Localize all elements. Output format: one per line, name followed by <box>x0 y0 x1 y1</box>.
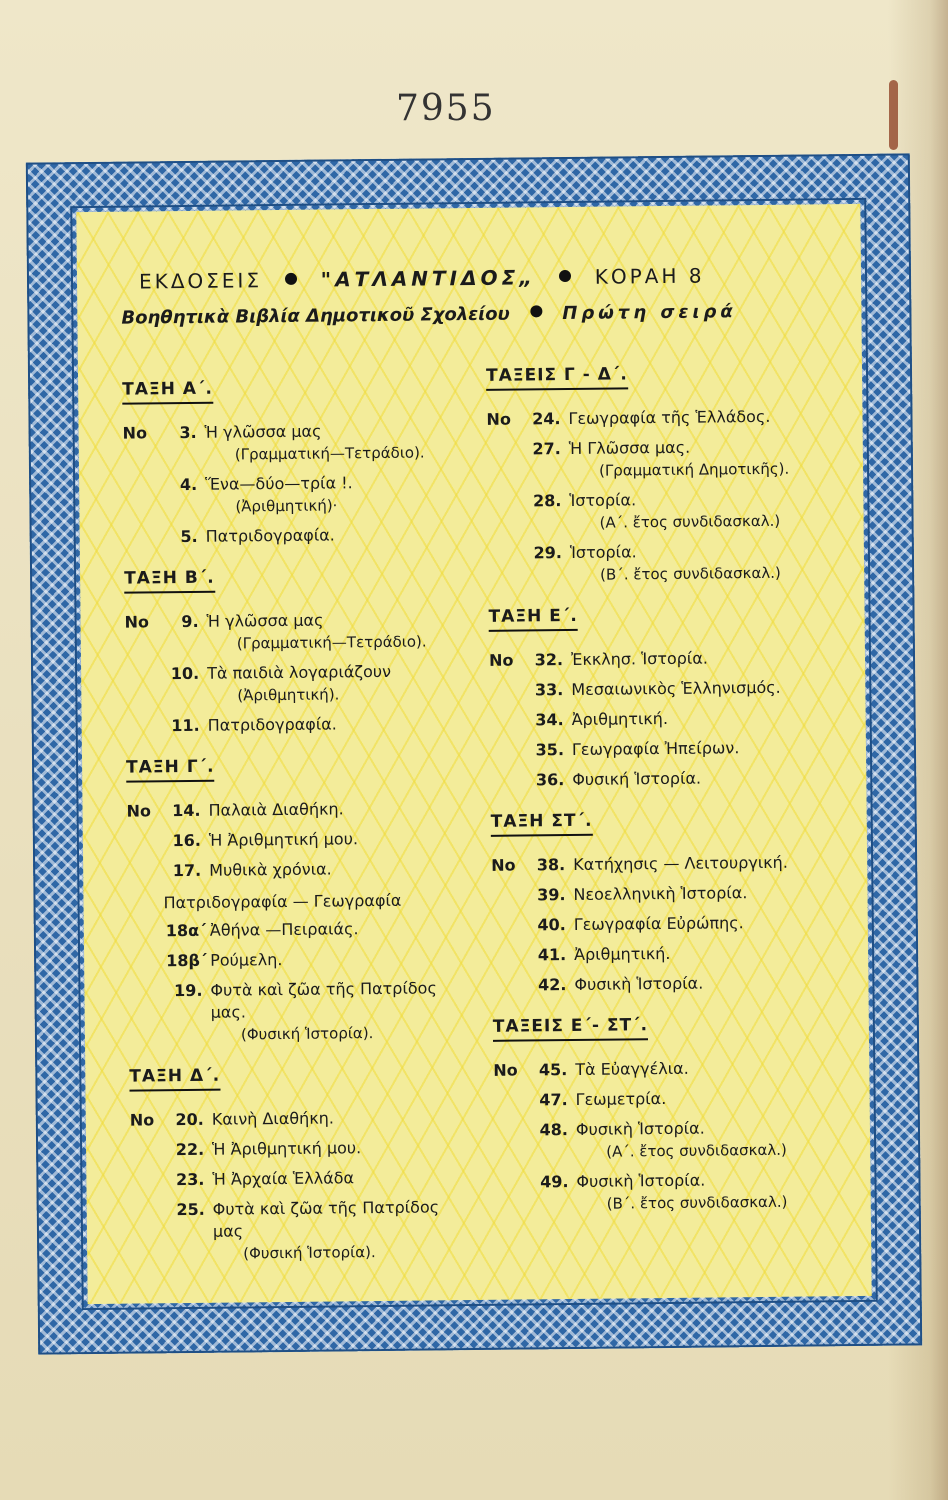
entry-prefix <box>492 944 530 966</box>
entry-title: Ἡ Ἀρχαία Ἑλλάδα <box>212 1168 355 1189</box>
entry-prefix: Νο <box>126 801 152 821</box>
entry-prefix <box>494 1089 532 1111</box>
entry-title: Φυσικὴ Ἱστορία. <box>576 1170 706 1191</box>
entry-subtitle: (Β΄. ἔτος συνδιδασκαλ.) <box>600 563 781 584</box>
list-item <box>126 712 466 738</box>
entry-number: 3. <box>179 422 197 443</box>
entry-subtitle: (Φυσική Ἱστορία). <box>240 1024 374 1044</box>
content-panel <box>76 204 871 1304</box>
list-item <box>494 1168 854 1216</box>
list-item <box>491 881 851 907</box>
section-heading: ΤΑΞΗ Γ΄. <box>126 757 215 783</box>
entry-title: Πατριδογραφία. <box>205 525 335 546</box>
series-line <box>121 300 821 328</box>
publisher-address: ΚΟΡΑΗ 8 <box>594 263 705 289</box>
section-note: Πατριδογραφία — Γεωγραφία <box>163 890 402 913</box>
entry-number: 23. <box>175 1169 205 1190</box>
series-description: Βοηθητικὰ Βιβλία Δημοτικοῦ Σχολείου <box>121 303 510 329</box>
entry-title: Παλαιὰ Διαθήκη. <box>208 799 344 820</box>
entry-number: 10. <box>170 663 200 684</box>
list-item <box>124 523 464 549</box>
entry-subtitle: (Β΄. ἔτος συνδιδασκαλ.) <box>606 1192 788 1213</box>
list-item <box>490 706 850 732</box>
entry-title: Ρούμελη. <box>210 950 283 970</box>
entry-body <box>574 971 852 996</box>
entry-prefix: Νο <box>486 409 511 429</box>
list-item <box>488 539 848 587</box>
list-item <box>125 660 465 708</box>
catalog-content <box>76 204 871 1304</box>
entry-number: 34. <box>535 710 564 730</box>
entry-body <box>210 977 469 1046</box>
entry-number: 42. <box>537 975 567 995</box>
entry-body <box>206 523 464 548</box>
list-item <box>128 917 468 943</box>
entry-prefix <box>127 860 165 882</box>
entry-body <box>568 405 846 430</box>
list-item <box>124 608 464 656</box>
entry-number: 9. <box>181 611 199 632</box>
entry-body <box>212 1136 470 1161</box>
entry-body <box>576 1086 854 1111</box>
entry-prefix <box>490 769 528 791</box>
entry-number: 47. <box>539 1090 568 1110</box>
list-item <box>130 1136 470 1162</box>
entry-title: Φυτὰ καὶ ζῶα τῆς Πατρίδος μας. <box>210 978 437 1022</box>
list-item <box>486 405 846 431</box>
entry-title: Ἱστορία. <box>569 542 637 562</box>
entry-title: Ἡ γλῶσσα μας <box>204 421 322 442</box>
entry-body <box>570 539 848 586</box>
entry-body <box>209 857 467 882</box>
series-name: Πρώτη σειρά <box>562 301 737 325</box>
entry-subtitle: (Γραμματική Δημοτικῆς). <box>598 459 790 480</box>
entry-body <box>572 766 850 791</box>
entry-body <box>572 706 850 731</box>
entry-body <box>575 1056 853 1081</box>
entry-title: Γεωμετρία. <box>575 1089 667 1109</box>
entry-prefix <box>494 1171 532 1215</box>
entry-title: Φυσικὴ Ἱστορία. <box>575 1118 705 1139</box>
entry-number: 27. <box>532 439 561 459</box>
entry-title: Φυσικὴ Ἱστορία. <box>574 973 704 994</box>
list-item <box>491 851 851 877</box>
entry-body <box>212 1106 470 1131</box>
entry-title: Τὰ παιδιὰ λογαριάζουν <box>207 661 392 683</box>
entry-body <box>208 797 466 822</box>
section-heading: ΤΑΞΕΙΣ Γ - Δ΄. <box>486 364 628 390</box>
entry-title: Ἐκκλησ. Ἱστορία. <box>570 648 709 669</box>
entry-body <box>569 487 847 534</box>
entry-body <box>576 1168 854 1215</box>
list-item <box>489 676 849 702</box>
entry-prefix <box>125 663 163 707</box>
entry-prefix <box>492 974 530 996</box>
entry-subtitle: (Α΄. ἔτος συνδιδασκαλ.) <box>599 511 781 532</box>
list-item <box>130 1106 470 1132</box>
class-section <box>491 808 853 997</box>
entry-subtitle: (Ἀριθμητική)· <box>235 496 338 516</box>
entry-prefix <box>490 739 528 761</box>
entry-body <box>209 827 467 852</box>
list-item <box>492 971 852 997</box>
bullet-icon <box>530 305 542 317</box>
entry-prefix <box>131 1199 170 1265</box>
rust-stain <box>889 80 898 150</box>
entry-prefix: Νο <box>124 612 150 632</box>
entry-number: 35. <box>535 740 565 760</box>
entry-title: Γεωγραφία Εὐρώπης. <box>573 913 744 934</box>
class-section <box>122 376 464 549</box>
list-item <box>131 1196 472 1266</box>
entry-number: 24. <box>532 409 561 429</box>
entry-number: 5. <box>180 526 198 547</box>
entry-number: 4. <box>179 474 198 495</box>
entry-subtitle: (Φυσική Ἱστορία). <box>243 1243 376 1263</box>
entry-body <box>210 947 468 972</box>
section-heading: ΤΑΞΗ ΣΤ΄. <box>491 811 593 837</box>
entry-number: 19. <box>174 980 203 1001</box>
entry-subtitle: (Α΄. ἔτος συνδιδασκαλ.) <box>606 1140 787 1161</box>
entry-prefix <box>489 679 527 701</box>
entry-number: 20. <box>175 1109 204 1130</box>
entry-number: 18α΄ <box>165 920 207 941</box>
entry-title: Μυθικὰ χρόνια. <box>209 859 332 880</box>
entry-title: Τὰ Εὐαγγέλια. <box>575 1058 689 1079</box>
publisher-name: "ΑΤΛΑΝΤΙΔΟΣ„ <box>320 265 537 292</box>
publisher-line <box>139 262 819 293</box>
entry-prefix <box>487 438 525 482</box>
list-item <box>123 471 463 519</box>
entry-title: Ἀθήνα —Πειραιάς. <box>209 919 359 940</box>
entry-subtitle: (Ἀριθμητική). <box>237 685 340 705</box>
list-item <box>487 435 847 483</box>
entry-title: Ἀριθμητική. <box>571 708 669 729</box>
entry-title: Πατριδογραφία. <box>207 714 337 735</box>
entry-title: Ἡ Ἀριθμητική μου. <box>212 1138 362 1159</box>
entry-prefix <box>492 914 530 936</box>
section-heading: ΤΑΞΗ Β΄. <box>124 568 215 594</box>
entry-number: 45. <box>538 1060 568 1080</box>
entry-number: 48. <box>539 1120 569 1140</box>
section-heading: ΤΑΞΗ Ε΄. <box>488 606 577 632</box>
bullet-icon <box>285 273 297 285</box>
bullet-icon <box>559 270 571 282</box>
entry-prefix <box>126 715 164 737</box>
entry-number: 11. <box>171 715 200 736</box>
entry-prefix: Νο <box>493 1060 518 1080</box>
list-item <box>492 941 852 967</box>
entry-prefix <box>490 709 528 731</box>
entry-prefix <box>128 980 167 1046</box>
list-item <box>127 827 467 853</box>
list-item <box>128 947 468 973</box>
entry-number: 33. <box>534 680 564 700</box>
entry-number: 29. <box>533 543 562 563</box>
entry-prefix: Νο <box>122 423 148 443</box>
entry-title: Ἕνα—δύο—τρία !. <box>205 473 353 494</box>
entry-title: Μεσαιωνικὸς Ἑλληνισμός. <box>571 677 781 699</box>
entry-body <box>207 660 465 707</box>
entry-number: 36. <box>535 770 565 790</box>
section-heading: ΤΑΞΗ Α΄. <box>122 379 213 405</box>
entry-prefix <box>130 1139 168 1161</box>
entry-prefix <box>128 920 166 942</box>
list-item <box>490 736 850 762</box>
list-item <box>130 1166 470 1192</box>
entry-prefix <box>491 884 529 906</box>
entry-body <box>206 608 464 655</box>
entry-body <box>571 676 849 701</box>
class-section <box>124 565 466 738</box>
entry-title: Φυσική Ἱστορία. <box>572 768 702 789</box>
list-item <box>494 1086 854 1112</box>
entry-prefix <box>127 830 165 852</box>
entry-body <box>574 911 852 936</box>
entry-number: 40. <box>537 915 566 935</box>
entry-prefix: Νο <box>129 1110 155 1130</box>
publisher-label: ΕΚΔΟΣΕΙΣ <box>138 268 263 294</box>
section-heading: ΤΑΞΗ Δ΄. <box>129 1066 220 1092</box>
left-column <box>122 376 471 1286</box>
entry-title: Ἡ Γλῶσσα μας. <box>568 437 691 458</box>
list-item <box>487 487 847 535</box>
entry-prefix <box>488 542 526 586</box>
class-section <box>488 603 850 792</box>
ornamental-border <box>26 153 922 1354</box>
list-item <box>123 419 463 467</box>
entry-prefix: Νο <box>491 855 516 875</box>
entry-body <box>205 471 463 518</box>
entry-number: 16. <box>172 830 201 851</box>
entry-title: Ἀριθμητική. <box>574 943 671 964</box>
entry-title: Ἡ γλῶσσα μας <box>206 610 324 631</box>
entry-body <box>571 646 849 671</box>
entry-number: 41. <box>537 945 567 965</box>
class-section <box>486 362 848 587</box>
entry-body <box>208 712 466 737</box>
entry-body <box>576 1116 854 1163</box>
entry-subtitle: (Γραμματική—Τετράδιο). <box>236 632 427 653</box>
entry-title: Ἡ Ἀριθμητική μου. <box>208 829 359 850</box>
class-section <box>129 1063 471 1266</box>
entry-number: 17. <box>172 860 202 881</box>
entry-prefix <box>124 526 162 548</box>
class-section <box>126 754 469 1047</box>
list-item <box>489 646 849 672</box>
list-item <box>493 1056 853 1082</box>
entry-number: 39. <box>537 885 566 905</box>
list-item <box>128 977 469 1047</box>
entry-title: Νεοελληνικὴ Ἱστορία. <box>573 883 748 904</box>
entry-title: Γεωγραφία τῆς Ἑλλάδος. <box>568 406 771 428</box>
entry-title: Κατήχησις — Λειτουργική. <box>573 852 788 874</box>
entry-body <box>213 1196 472 1265</box>
list-item <box>492 911 852 937</box>
class-section <box>493 1013 855 1216</box>
entry-number: 49. <box>540 1172 569 1192</box>
entry-body <box>572 736 850 761</box>
entry-prefix <box>487 490 525 534</box>
right-column <box>486 362 855 1236</box>
entry-prefix <box>130 1169 168 1191</box>
entry-body <box>573 851 851 876</box>
entry-prefix <box>123 474 161 518</box>
entry-number: 14. <box>172 800 201 821</box>
entry-body <box>205 419 463 466</box>
entry-title: Γεωγραφία Ἠπείρων. <box>571 738 740 759</box>
list-item <box>490 766 850 792</box>
entry-title: Καινὴ Διαθήκη. <box>211 1108 335 1129</box>
entry-prefix <box>494 1119 532 1163</box>
entry-number: 22. <box>175 1139 205 1160</box>
entry-number: 18β΄ <box>166 950 208 971</box>
entry-body <box>210 917 468 942</box>
entry-subtitle: (Γραμματική—Τετράδιο). <box>234 443 425 464</box>
entry-number: 32. <box>534 650 564 670</box>
entry-title: Φυτὰ καὶ ζῶα τῆς Πατρίδος μας <box>212 1197 440 1241</box>
entry-body <box>573 881 851 906</box>
entry-body <box>569 435 847 482</box>
section-heading: ΤΑΞΕΙΣ Ε΄- ΣΤ΄. <box>493 1015 648 1042</box>
entry-title: Ἱστορία. <box>569 490 637 510</box>
entry-number: 38. <box>536 855 566 875</box>
list-item <box>494 1116 854 1164</box>
entry-number: 25. <box>176 1199 205 1220</box>
list-item <box>126 797 466 823</box>
entry-body <box>212 1166 470 1191</box>
entry-number: 28. <box>532 491 562 511</box>
entry-prefix: Νο <box>488 650 514 670</box>
entry-prefix <box>128 950 166 972</box>
catalog-number: 7955 <box>396 88 496 129</box>
entry-body <box>574 941 852 966</box>
list-item <box>127 857 467 883</box>
